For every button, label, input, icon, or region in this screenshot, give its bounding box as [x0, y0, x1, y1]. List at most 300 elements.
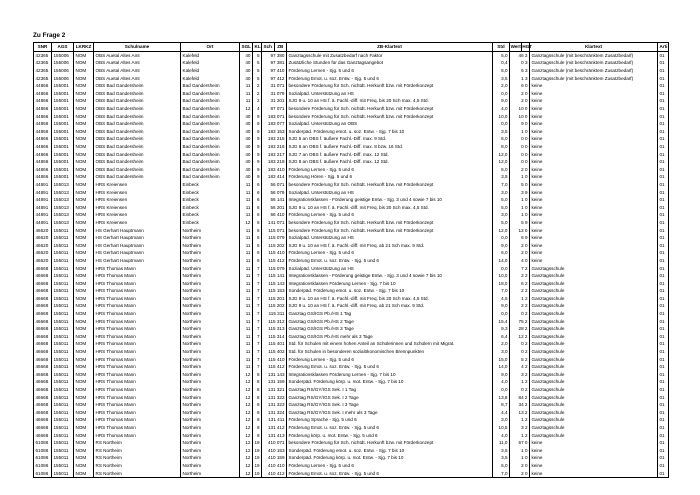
cell-wert-hgt: 9 0: [510, 120, 530, 128]
cell-lkrkz: NOM: [74, 166, 94, 174]
cell-sch-zb: 31 079: [262, 90, 287, 98]
cell-ags: 155011: [52, 280, 74, 288]
cell-snr: 46668: [34, 378, 52, 386]
cell-sgl: 12: [240, 416, 253, 424]
cell-arti: 01: [658, 211, 669, 219]
cell-kl: 7: [253, 310, 262, 318]
cell-sgl: 12: [240, 462, 253, 470]
cell-schulname: HRS Kreiensen: [94, 204, 181, 212]
column-header: SGL: [240, 43, 253, 52]
cell-sch-zb: 183 217: [262, 151, 287, 159]
cell-std: 3,0: [493, 416, 510, 424]
cell-zb-klartext: Sonderpäd. Förderung körp. u. mot. Entw. - Sjg. 7 bis 10: [287, 378, 493, 386]
cell-zb-klartext: SJG 8 an OBS f. äußere Fachl.-Diff. max. 12 Std.: [287, 158, 493, 166]
cell-ort: Bad Gandersheim: [181, 105, 240, 113]
cell-klartext: keine: [530, 219, 658, 227]
cell-ort: Kalefeld: [181, 75, 240, 83]
cell-schulname: HRS Thomas Mann: [94, 318, 181, 326]
table-row: [34, 280, 669, 288]
cell-schulname: HRS Thomas Mann: [94, 386, 181, 394]
cell-sch-zb: 97 412: [262, 75, 287, 83]
cell-snr: 44866: [34, 90, 52, 98]
cell-sch-zb: 56 201: [262, 204, 287, 212]
cell-sgl: 12: [240, 454, 253, 462]
cell-arti: 01: [658, 166, 669, 174]
cell-sch-zb: 97 410: [262, 67, 287, 75]
table-row: [34, 371, 669, 379]
cell-arti: 01: [658, 272, 669, 280]
cell-wert-hgt: 5 0: [510, 181, 530, 189]
cell-arti: 01: [658, 59, 669, 67]
cell-ags: 155011: [52, 363, 74, 371]
cell-zb-klartext: besondere Förderung für Sch. nichtdt. Herkunft bzw. mit Förderkonzept: [287, 227, 493, 235]
cell-schulname: OBS Bad Gandersheim: [94, 113, 181, 121]
cell-sgl: 40: [240, 51, 253, 59]
table-row: [34, 439, 669, 447]
cell-zb-klartext: Ganztag RS/GY/IGS Sek. I mehr als 3 Tage: [287, 409, 493, 417]
column-header-zb: ZB: [277, 44, 284, 50]
cell-arti: 01: [658, 51, 669, 59]
cell-snr: 61086: [34, 454, 52, 462]
cell-zb-klartext: SJG 9 u. 10 an HS f. ä. Fachl.-diff. mit Freq. bis 20 Sch max. 4,5 Std.: [287, 295, 493, 303]
cell-lkrkz: NOM: [74, 249, 94, 257]
table-row: [34, 394, 669, 402]
cell-zb-klartext: Förderung Emot. u. soz. Entw. - Sjg. 5 und 6: [287, 470, 493, 478]
cell-klartext: Ganztagsschule: [530, 333, 658, 341]
cell-lkrkz: NOM: [74, 135, 94, 143]
cell-zb-klartext: Förderung Lernen - Sjg. 5 und 6: [287, 462, 493, 470]
cell-sch-zb: 183 153: [262, 128, 287, 136]
cell-ort: Northeim: [181, 249, 240, 257]
cell-sch-zb: 115 313: [262, 325, 287, 333]
cell-kl: 6: [253, 189, 262, 197]
cell-ort: Bad Gandersheim: [181, 151, 240, 159]
cell-ags: 155013: [52, 181, 74, 189]
cell-lkrkz: NOM: [74, 454, 94, 462]
cell-ags: 155001: [52, 135, 74, 143]
cell-kl: 6: [253, 227, 262, 235]
cell-std: 3,0: [493, 211, 510, 219]
cell-ort: Kalefeld: [181, 67, 240, 75]
cell-ort: Northeim: [181, 394, 240, 402]
cell-lkrkz: NOM: [74, 333, 94, 341]
column-header-sch: Sch: [262, 43, 275, 51]
cell-std: 2,0: [493, 82, 510, 90]
cell-wert-hgt: 1 2: [510, 416, 530, 424]
cell-ort: Einbeck: [181, 204, 240, 212]
cell-lkrkz: NOM: [74, 409, 94, 417]
cell-klartext: keine: [530, 234, 658, 242]
cell-lkrkz: NOM: [74, 302, 94, 310]
cell-snr: 44866: [34, 135, 52, 143]
table-row: [34, 470, 669, 478]
cell-lkrkz: NOM: [74, 287, 94, 295]
cell-klartext: Ganztagsschule: [530, 424, 658, 432]
cell-kl: 7: [253, 348, 262, 356]
cell-ort: Northeim: [181, 302, 240, 310]
cell-klartext: keine: [530, 105, 658, 113]
cell-ort: Northeim: [181, 439, 240, 447]
cell-kl: 7: [253, 295, 262, 303]
cell-kl: 9: [253, 158, 262, 166]
cell-arti: 01: [658, 394, 669, 402]
cell-snr: 46668: [34, 302, 52, 310]
cell-ags: 155011: [52, 287, 74, 295]
cell-std: 6,0: [493, 67, 510, 75]
cell-ags: 155011: [52, 227, 74, 235]
cell-std: 7,0: [493, 470, 510, 478]
cell-wert-hgt: 0 3: [510, 59, 530, 67]
cell-ags: 155011: [52, 386, 74, 394]
table-row: [34, 90, 669, 98]
cell-std: 0,0: [493, 265, 510, 273]
table-row: [34, 151, 669, 159]
cell-ags: 155011: [52, 242, 74, 250]
cell-klartext: keine: [530, 143, 658, 151]
cell-snr: 46620: [34, 227, 52, 235]
cell-ort: Northeim: [181, 409, 240, 417]
table-row: [34, 67, 669, 75]
cell-ort: Bad Gandersheim: [181, 82, 240, 90]
table-row: [34, 401, 669, 409]
column-header: Ort: [181, 43, 240, 52]
cell-sch-zb: 115 312: [262, 318, 287, 326]
cell-klartext: Ganztagsschule: [530, 302, 658, 310]
table-row: [34, 211, 669, 219]
table-row: [34, 424, 669, 432]
cell-ort: Northeim: [181, 371, 240, 379]
cell-schulname: HRS Thomas Mann: [94, 409, 181, 417]
cell-sgl: 12: [240, 447, 253, 455]
cell-ort: Northeim: [181, 257, 240, 265]
cell-arti: 01: [658, 219, 669, 227]
cell-ags: 155011: [52, 424, 74, 432]
table-row: [34, 348, 669, 356]
table-row: [34, 378, 669, 386]
table-row: [34, 432, 669, 440]
cell-klartext: keine: [530, 151, 658, 159]
cell-schulname: HRS Kreiensen: [94, 189, 181, 197]
cell-ort: Kalefeld: [181, 59, 240, 67]
cell-klartext: Ganztagsschule: [530, 310, 658, 318]
column-header: KL: [253, 43, 262, 52]
cell-ort: Einbeck: [181, 219, 240, 227]
cell-zb-klartext: Ganztag RS/GY/IGS Sek. I 1 Tag: [287, 386, 493, 394]
cell-wert-hgt: 2 0: [510, 242, 530, 250]
cell-wert-hgt: 4 2: [510, 363, 530, 371]
cell-std: 13,8: [493, 394, 510, 402]
cell-sgl: 11: [240, 318, 253, 326]
cell-klartext: Ganztagsschule: [530, 401, 658, 409]
cell-ags: 155011: [52, 356, 74, 364]
cell-sch-zb: 183 077: [262, 120, 287, 128]
cell-std: 5,0: [493, 219, 510, 227]
cell-snr: 44891: [34, 181, 52, 189]
cell-ort: Northeim: [181, 325, 240, 333]
cell-snr: 44866: [34, 143, 52, 151]
cell-kl: 9: [253, 143, 262, 151]
cell-zb-klartext: Förderung Lernen - Sjg. 5 und 6: [287, 211, 493, 219]
cell-sgl: 12: [240, 378, 253, 386]
cell-ort: Northeim: [181, 363, 240, 371]
cell-sgl: 11: [240, 227, 253, 235]
cell-klartext: Ganztagsschule: [530, 378, 658, 386]
cell-arti: 01: [658, 363, 669, 371]
cell-std: 6,0: [493, 166, 510, 174]
cell-schulname: OBS Auetal Altes Amt: [94, 59, 181, 67]
cell-lkrkz: NOM: [74, 211, 94, 219]
cell-sch-zb: 115 412: [262, 363, 287, 371]
cell-snr: 44866: [34, 105, 52, 113]
cell-sgl: 11: [240, 242, 253, 250]
cell-std: 4,0: [493, 105, 510, 113]
cell-sch-zb: 131 323: [262, 401, 287, 409]
cell-std: 6,0: [493, 462, 510, 470]
cell-sgl: 11: [240, 280, 253, 288]
cell-wert-hgt: 7 2: [510, 265, 530, 273]
cell-zb-klartext: Ganztag RS/GY/IGS Sek. I 3 Tage: [287, 401, 493, 409]
cell-ort: Northeim: [181, 462, 240, 470]
cell-ags: 155011: [52, 249, 74, 257]
table-row: [34, 454, 669, 462]
cell-klartext: Ganztagsschule (mit beschränktem Zusatzbedarf): [530, 75, 658, 83]
cell-kl: 6: [253, 234, 262, 242]
cell-ort: Northeim: [181, 447, 240, 455]
cell-zb-klartext: Sonderpäd. Förderung emot. u. soz. Entw. - Sjg. 7 bis 10: [287, 287, 493, 295]
cell-sch-zb: 131 324: [262, 409, 287, 417]
cell-klartext: Ganztagsschule: [530, 371, 658, 379]
cell-lkrkz: NOM: [74, 394, 94, 402]
cell-ags: 155011: [52, 302, 74, 310]
cell-schulname: HS Gerhart Hauptmann: [94, 234, 181, 242]
cell-wert-hgt: 0 0: [510, 151, 530, 159]
cell-ags: 155001: [52, 151, 74, 159]
cell-zb-klartext: Förderung Sprache - Sjg. 5 und 6: [287, 416, 493, 424]
cell-wert-hgt: 2 0: [510, 90, 530, 98]
cell-lkrkz: NOM: [74, 447, 94, 455]
cell-klartext: Ganztagsschule: [530, 325, 658, 333]
cell-ort: Northeim: [181, 280, 240, 288]
cell-sch-zb: 410 153: [262, 447, 287, 455]
cell-std: 3,0: [493, 348, 510, 356]
cell-ags: 155013: [52, 204, 74, 212]
cell-wert-hgt: 12 0: [510, 227, 530, 235]
cell-zb-klartext: Zusätzliche Stunden für das Ganztagsangebot: [287, 59, 493, 67]
cell-kl: 6: [253, 257, 262, 265]
cell-klartext: keine: [530, 227, 658, 235]
cell-klartext: keine: [530, 181, 658, 189]
cell-klartext: keine: [530, 242, 658, 250]
cell-std: 3,5: [493, 447, 510, 455]
cell-ags: 155006: [52, 59, 74, 67]
cell-klartext: Ganztagsschule: [530, 348, 658, 356]
cell-klartext: keine: [530, 439, 658, 447]
cell-kl: 2: [253, 90, 262, 98]
cell-ags: 155011: [52, 340, 74, 348]
cell-sch-zb: 31 201: [262, 97, 287, 105]
cell-zb-klartext: Integrationsklassen - Förderung geistige Entw. - Sjg. 3 und 4 sowie 7 bis 10: [287, 196, 493, 204]
table-row: [34, 59, 669, 67]
cell-schulname: HRS Kreiensen: [94, 196, 181, 204]
cell-schulname: HS Gerhart Hauptmann: [94, 227, 181, 235]
cell-sgl: 40: [240, 166, 253, 174]
cell-sch-zb: 115 402: [262, 348, 287, 356]
cell-schulname: OBS Bad Gandersheim: [94, 97, 181, 105]
cell-sgl: 11: [240, 295, 253, 303]
cell-wert-hgt: 75 2: [510, 318, 530, 326]
cell-kl: 7: [253, 280, 262, 288]
cell-sch-zb: 87 071: [262, 105, 287, 113]
cell-zb-klartext: Förderung Emot. u. soz. Entw. - Sjg. 5 und 6: [287, 363, 493, 371]
cell-ags: 155001: [52, 105, 74, 113]
cell-schulname: OBS Auetal Altes Amt: [94, 67, 181, 75]
cell-snr: 46668: [34, 310, 52, 318]
cell-klartext: Ganztagsschule: [530, 394, 658, 402]
cell-ags: 155001: [52, 173, 74, 181]
cell-std: 7,0: [493, 181, 510, 189]
cell-wert-hgt: 1 0: [510, 447, 530, 455]
cell-wert-hgt: 1 0: [510, 454, 530, 462]
cell-kl: 9: [253, 151, 262, 159]
cell-schulname: HRS Kreiensen: [94, 211, 181, 219]
cell-snr: 46668: [34, 272, 52, 280]
cell-kl: 7: [253, 356, 262, 364]
cell-sch-zb: 183 071: [262, 113, 287, 121]
table-row: [34, 386, 669, 394]
cell-schulname: HRS Thomas Mann: [94, 424, 181, 432]
cell-snr: 46668: [34, 363, 52, 371]
cell-kl: 8: [253, 401, 262, 409]
cell-lkrkz: NOM: [74, 67, 94, 75]
cell-zb-klartext: Integrationsklassen - Förderung geistige Entw. - Sjg. 3 und 4 sowie 7 bis 10: [287, 272, 493, 280]
cell-lkrkz: NOM: [74, 280, 94, 288]
cell-wert-hgt: 2 0: [510, 166, 530, 174]
cell-wert-hgt: 1 0: [510, 204, 530, 212]
cell-ort: Northeim: [181, 287, 240, 295]
cell-sgl: 40: [240, 59, 253, 67]
cell-arti: 01: [658, 454, 669, 462]
cell-lkrkz: NOM: [74, 90, 94, 98]
table-row: [34, 295, 669, 303]
cell-sch-zb: 56 141: [262, 196, 287, 204]
cell-std: 12,0: [493, 158, 510, 166]
cell-sch-zb: 131 412: [262, 424, 287, 432]
cell-sch-zb: 56 071: [262, 181, 287, 189]
cell-ags: 155011: [52, 416, 74, 424]
cell-kl: 19: [254, 447, 260, 453]
cell-arti: 01: [658, 189, 669, 197]
cell-kl: 6: [253, 242, 262, 250]
cell-sch-zb: 115 410: [262, 356, 287, 364]
cell-kl: 9: [253, 135, 262, 143]
table-row: [34, 325, 669, 333]
cell-kl: 8: [253, 416, 262, 424]
cell-schulname: OBS Auetal Altes Amt: [94, 51, 181, 59]
cell-std: 3,0: [493, 189, 510, 197]
table-row: [34, 181, 669, 189]
cell-arti: 01: [658, 143, 669, 151]
cell-lkrkz: NOM: [74, 462, 94, 470]
cell-ort: Kalefeld: [181, 51, 240, 59]
cell-kl: 19: [253, 470, 262, 478]
cell-arti: 01: [658, 249, 669, 257]
cell-zb-klartext: SJG 7 an OBS f. äußere Fachl.-Diff. max. 12 Std.: [287, 151, 493, 159]
cell-kl: 6: [253, 196, 262, 204]
cell-arti: 01: [658, 409, 669, 417]
column-header-wert: Wert: [510, 44, 521, 50]
cell-snr: 44866: [34, 97, 52, 105]
cell-lkrkz: NOM: [74, 265, 94, 273]
cell-schulname: OBS Bad Gandersheim: [94, 151, 181, 159]
cell-ort: Northeim: [181, 340, 240, 348]
cell-schulname: OBS Bad Gandersheim: [94, 135, 181, 143]
column-header: Schulname: [94, 43, 181, 52]
cell-schulname: HRS Thomas Mann: [94, 432, 181, 440]
table-row: [34, 173, 669, 181]
cell-lkrkz: NOM: [74, 257, 94, 265]
cell-klartext: keine: [530, 211, 658, 219]
cell-arti: 01: [658, 204, 669, 212]
cell-snr: 46668: [34, 265, 52, 273]
cell-snr: 61086: [34, 470, 52, 478]
table-row: [34, 113, 669, 121]
cell-arti: 01: [658, 280, 669, 288]
table-row: [34, 158, 669, 166]
cell-snr: 44866: [34, 173, 52, 181]
cell-sch-zb: 183 410: [262, 166, 287, 174]
cell-lkrkz: NOM: [74, 219, 94, 227]
table-row: [34, 356, 669, 364]
cell-sch-zb: 131 411: [262, 416, 287, 424]
cell-snr: 46668: [34, 348, 52, 356]
cell-arti: 01: [658, 113, 669, 121]
cell-ags: 155013: [52, 189, 74, 197]
cell-lkrkz: NOM: [74, 204, 94, 212]
cell-schulname: OBS Bad Gandersheim: [94, 158, 181, 166]
page-title: Zu Frage 2: [33, 32, 66, 39]
cell-sch-zb: 115 401: [262, 340, 287, 348]
cell-schulname: RS Northeim: [94, 439, 181, 447]
cell-ort: Northeim: [181, 227, 240, 235]
table-row: [34, 189, 669, 197]
cell-wert-hgt: 1 2: [510, 295, 530, 303]
cell-wert-hgt: 2 0: [510, 462, 530, 470]
cell-ort: Northeim: [181, 265, 240, 273]
cell-kl: 6: [253, 249, 262, 257]
cell-snr: 44866: [34, 158, 52, 166]
cell-klartext: Ganztagsschule: [530, 409, 658, 417]
cell-sgl: 11: [240, 356, 253, 364]
cell-zb-klartext: Förderung Lernen - Sjg. 5 und 6: [287, 356, 493, 364]
cell-schulname: HRS Thomas Mann: [94, 356, 181, 364]
cell-sch-zb: 97 381: [262, 59, 287, 67]
cell-schulname: OBS Auetal Altes Amt: [94, 75, 181, 83]
cell-ags: 155011: [52, 470, 74, 478]
cell-zb-klartext: besondere Förderung für Sch. nichtdt. Herkunft bzw. mit Förderkonzept: [287, 181, 493, 189]
cell-arti: 01: [658, 97, 669, 105]
cell-wert-hgt: 10 0: [510, 113, 530, 121]
cell-lkrkz: NOM: [74, 51, 94, 59]
table-row: [34, 287, 669, 295]
cell-sch-zb: 131 159: [262, 378, 287, 386]
cell-klartext: keine: [530, 173, 658, 181]
cell-lkrkz: NOM: [74, 173, 94, 181]
cell-kl: 4: [253, 105, 262, 113]
cell-arti: 01: [658, 340, 669, 348]
cell-sgl: 11: [240, 97, 253, 105]
cell-sgl: 11: [240, 234, 253, 242]
column-header: ZB-Klartext: [287, 43, 493, 52]
